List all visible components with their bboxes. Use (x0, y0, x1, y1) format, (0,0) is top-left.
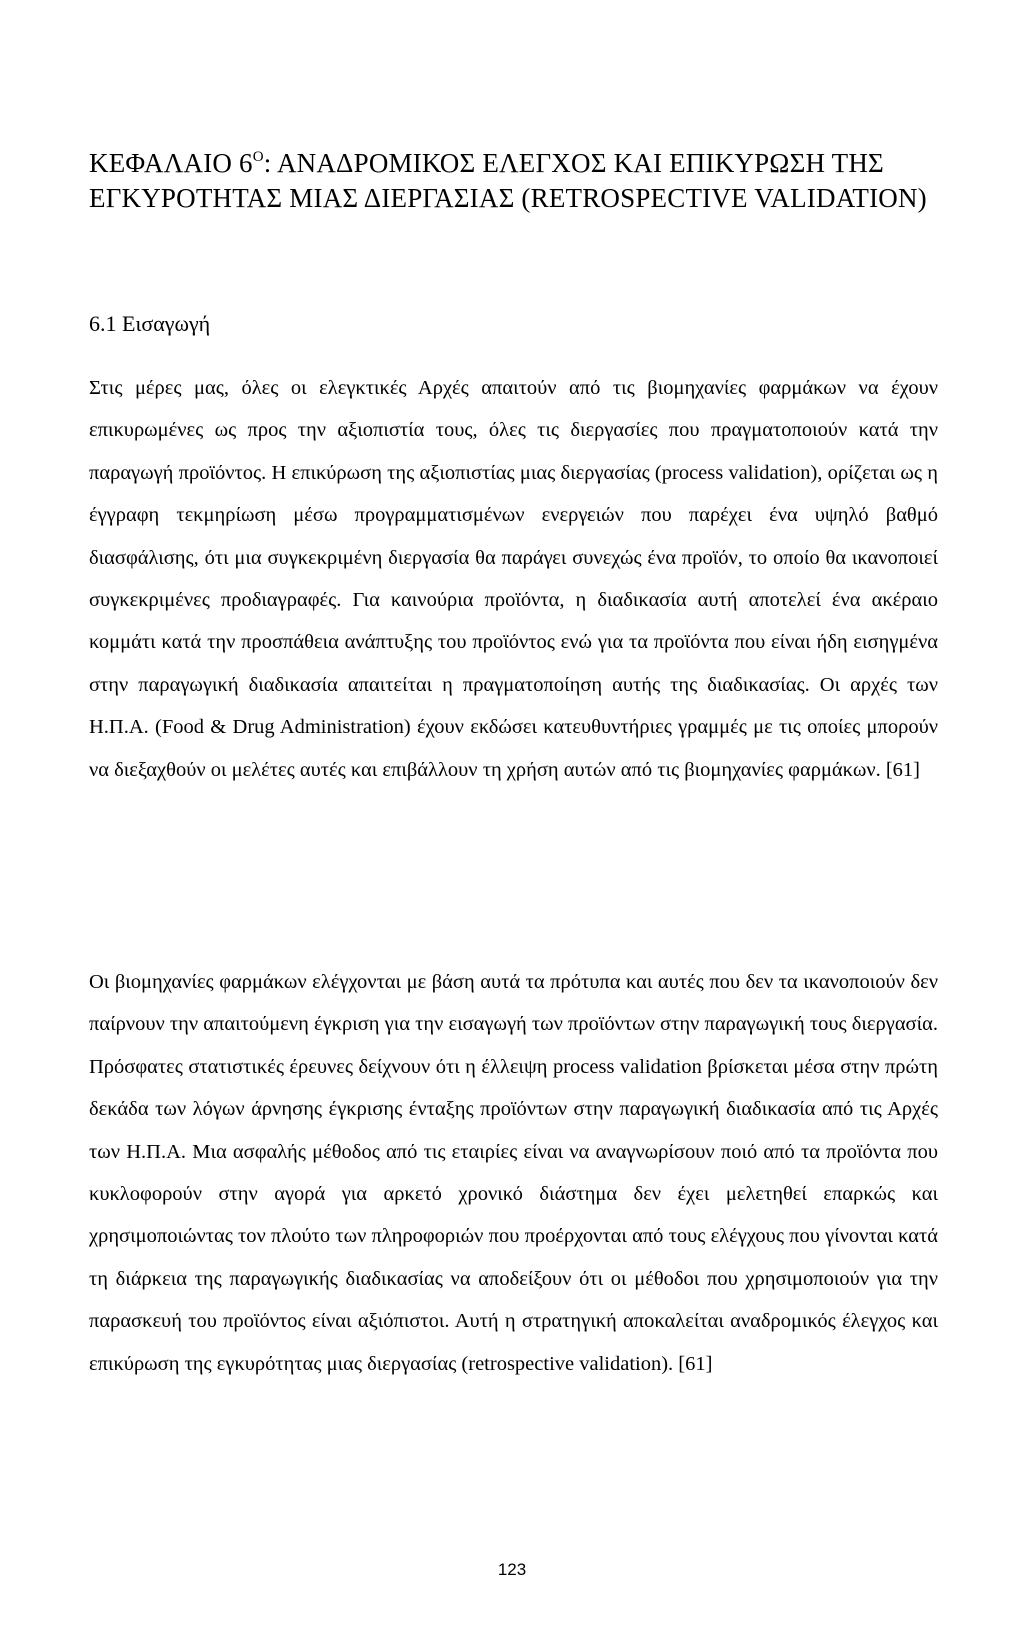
chapter-title-superscript: Ο (252, 149, 264, 165)
chapter-title-prefix: ΚΕΦΑΛΑΙΟ 6 (89, 148, 253, 178)
chapter-title-rest: : ΑΝΑΔΡΟΜΙΚΟΣ ΕΛΕΓΧΟΣ ΚΑΙ ΕΠΙΚΥΡΩΣΗ ΤΗΣ ΕΓΚΥΡΟΤΗΤΑΣ ΜΙΑΣ ΔΙΕΡΓΑΣΙΑΣ (RETROSPECTIVE VALIDATION) (89, 148, 927, 213)
body-paragraph: Στις μέρες μας, όλες οι ελεγκτικές Αρχές απαιτούν από τις βιομηχανίες φαρμάκων να έχουν επικυρωμένες ως προς την αξιοπιστία τους, όλες τις διεργασίες που πραγματοποιούν κατά την παραγωγή προϊόντος. Η επικύρωση της αξιοπιστίας μιας διεργασίας (process validation), ορίζεται ως η έγγραφη τεκμηρίωση μέσω προγραμματισμένων ενεργειών που παρέχει ένα υψηλό βαθμό διασφάλισης, ότι μια συγκεκριμένη διεργασία θα παράγει συνεχώς ένα προϊόν, το οποίο θα ικανοποιεί συγκεκριμένες προδιαγραφές. Για καινούρια προϊόντα, η διαδικασία αυτή αποτελεί ένα ακέραιο κομμάτι κατά την προσπάθεια ανάπτυξης του προϊόντος ενώ για τα προϊόντα που είναι ήδη εισηγμένα στην παραγωγική διαδικασία απαιτείται η πραγματοποίηση αυτής της διαδικασίας. Οι αρχές των Η.Π.Α. (Food & Drug Administration) έχουν εκδώσει κατευθυντήριες γραμμές με τις οποίες μπορούν να διεξαχθούν οι μελέτες αυτές και επιβάλλουν τη χρήση αυτών από τις βιομηχανίες φαρμάκων. [61] (89, 377, 938, 781)
chapter-title (89, 146, 938, 216)
document-page (89, 146, 938, 1375)
section-heading: 6.1 Εισαγωγή (89, 311, 211, 336)
body-paragraph: Οι βιομηχανίες φαρμάκων ελέγχονται με βάση αυτά τα πρότυπα και αυτές που δεν τα ικανοποιούν δεν παίρνουν την απαιτούμενη έγκριση για την εισαγωγή των προϊόντων στην παραγωγική τους διεργασία. Πρόσφατες στατιστικές έρευνες δείχνουν ότι η έλλειψη process validation βρίσκεται μέσα στην πρώτη δεκάδα των λόγων άρνησης έγκρισης ένταξης προϊόντων στην παραγωγική διαδικασία από τις Αρχές των Η.Π.Α. Μια ασφαλής μέθοδος από τις εταιρίες είναι να αναγνωρίσουν ποιό από τα προϊόντα που κυκλοφορούν στην αγορά για αρκετό χρονικό διάστημα δεν έχει μελετηθεί επαρκώς και χρησιμοποιώντας τον πλούτο των πληροφοριών που προέρχονται από τους ελέγχους που γίνονται κατά τη διάρκεια της παραγωγικής διαδικασίας να αποδείξουν ότι οι μέθοδοι που χρησιμοποιούν για την παρασκευή του προϊόντος είναι αξιόπιστοι. Αυτή η στρατηγική αποκαλείται αναδρομικός έλεγχος και επικύρωση της εγκυρότητας μιας διεργασίας (retrospective validation). [61] (89, 971, 938, 1375)
page-number: 123 (497, 1560, 527, 1579)
